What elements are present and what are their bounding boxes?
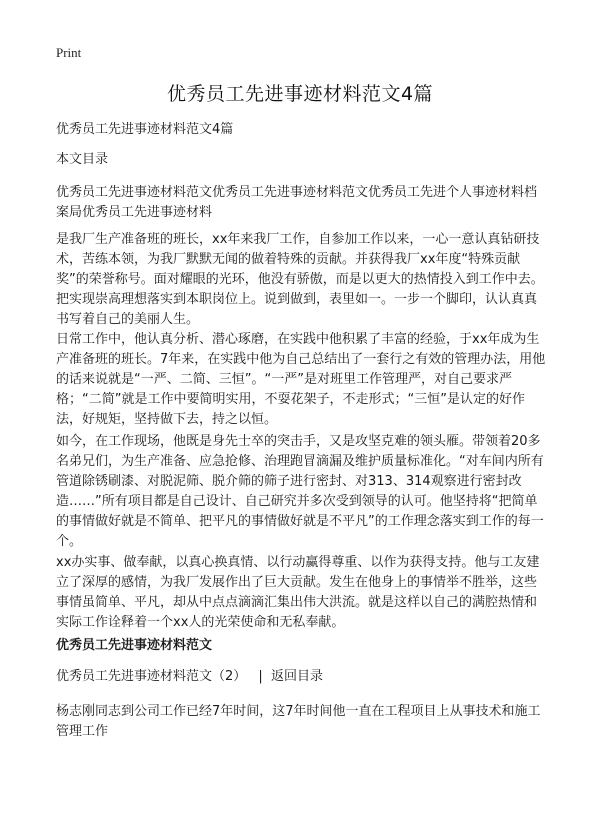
section-title: 优秀员工先进事迹材料范文	[56, 638, 213, 653]
paragraph-2: 日常工作中，他认真分析、潜心琢磨，在实践中他积累了丰富的经验，于xx年成为生产准备班的班长。7年来，在实践中他为自己总结出了一套行之有效的管理办法，用他的话来说就是“一严、二简、三恒”。“一严”是对班里工作管理严，对自己要求严格；“二简”就是工作中要简明实用，不耍花架子，不走形式；“三恒”是认定的好作法，好规矩，坚持做下去，持之以恒。	[56, 332, 546, 427]
toc-text: 优秀员工先进事迹材料范文优秀员工先进事迹材料范文优秀员工先进个人事迹材料档案局优秀员工先进事迹材料	[56, 185, 538, 220]
document-title: 优秀员工先进事迹材料范文4篇	[166, 83, 434, 105]
paragraph-4: xx办实事、做奉献，以真心换真情、以行动赢得尊重、以作为获得支持。他与工友建立了深厚的感情，为我厂发展作出了巨大贡献。发生在他身上的事情举不胜举，这些事情虽简单、平凡，却从中点点滴滴汇集出伟大洪流。就是这样以自己的满腔热情和实际工作诠释着一个xx人的光荣使命和无私奉献。	[56, 555, 540, 630]
paragraph-1: 是我厂生产准备班的班长，xx年来我厂工作，自参加工作以来，一心一意认真钻研技术，苦练本领，为我厂默默无闻的做着特殊的贡献。并获得我厂xx年度“特殊贡献奖”的荣誉称号。面对耀眼的光环，他没有骄傲，而是以更大的热情投入到工作中去。把实现崇高理想落实到本职岗位上。说到做到，表里如一。一步一个脚印，认认真真书写着自己的美丽人生。	[56, 232, 544, 327]
paragraph-5: 杨志刚同志到公司工作已经7年时间，这7年时间他一直在工程项目上从事技术和施工管理工作	[56, 704, 541, 739]
separator: |	[258, 669, 263, 684]
print-label: Print	[56, 45, 82, 60]
section-subtitle-line	[56, 667, 548, 687]
toc-label: 本文目录	[56, 152, 109, 167]
paragraph-3: 如今，在工作现场，他既是身先士卒的突击手，又是攻坚克难的领头雁。带领着20多名弟兄们，为生产准备、应急抢修、治理跑冒滴漏及维护质量标准化。“对车间内所有管道除锈刷漆、对脱泥筛、脱介筛的筛子进行密封、对313、314观察进行密封改造……”所有项目都是自己设计、自己研究并多次受到领导的认可。他坚持将“把简单的事情做好就是不简单、把平凡的事情做好就是不平凡”的工作理念落实到工作的每一个。	[56, 434, 544, 549]
document-subtitle: 优秀员工先进事迹材料范文4篇	[56, 122, 234, 137]
back-to-toc-link[interactable]: 返回目录	[270, 669, 323, 684]
section-subtitle: 优秀员工先进事迹材料范文（2）	[56, 669, 247, 684]
